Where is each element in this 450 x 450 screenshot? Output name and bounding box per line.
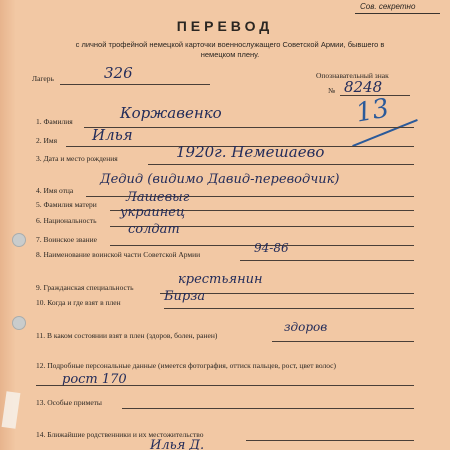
field-value: Дедид (видимо Давид-переводчик)	[100, 172, 340, 187]
blue-pencil-mark: 13	[353, 93, 392, 129]
field-label: 5. Фамилия матери	[36, 200, 97, 209]
field-label: 9. Гражданская специальность	[36, 283, 134, 292]
camp-label: Лагерь	[32, 74, 54, 83]
field-value: Лашевыг	[126, 190, 190, 205]
secret-underline	[355, 13, 440, 14]
field-line	[122, 408, 414, 409]
field-line	[164, 308, 414, 309]
paper-edge	[0, 0, 16, 450]
field-value: солдат	[128, 222, 180, 237]
field-line	[240, 260, 414, 261]
field-label: 10. Когда и где взят в плен	[36, 298, 121, 307]
field-label: 3. Дата и место рождения	[36, 154, 118, 163]
document-subtitle: с личной трофейной немецкой карточки военнослужащего Советской Армии, бывшего в немецком плену.	[75, 40, 385, 59]
camp-value: 326	[104, 64, 133, 82]
field-label: 12. Подробные персональные данные (имеется фотография, оттиск пальцев, рост, цвет волос)	[36, 361, 336, 370]
field-label: 11. В каком состоянии взят в плен (здоров, болен, ранен)	[36, 331, 218, 340]
field-label: 2. Имя	[36, 136, 58, 145]
field-label: 1. Фамилия	[36, 117, 73, 126]
field-label: 4. Имя отца	[36, 186, 74, 195]
field-value: крестьянин	[178, 272, 263, 287]
field-value: Илья	[92, 126, 133, 144]
field-value: Илья Д.	[150, 438, 205, 450]
field-label: 7. Воинское звание	[36, 235, 98, 244]
field-value: Бирза	[164, 289, 206, 304]
field-value: рост 170	[62, 372, 127, 387]
field-value: 94-86	[254, 241, 289, 255]
field-value: украинец	[120, 205, 186, 220]
punch-hole	[12, 316, 26, 330]
field-line	[272, 341, 414, 342]
field-value: Коржавенко	[120, 104, 222, 122]
field-label: 8. Наименование воинской части Советской Армии	[36, 250, 201, 259]
document-title: ПЕРЕВОД	[176, 18, 274, 34]
field-label: 14. Ближайшие родственники и их местожительство	[36, 430, 204, 439]
secret-stamp: Сов. секретно	[360, 2, 416, 11]
field-label: 13. Особые приметы	[36, 398, 102, 407]
camp-line	[60, 84, 210, 85]
ident-no: №	[328, 86, 336, 95]
ident-label: Опознавательный знак	[316, 71, 389, 80]
field-label: 6. Национальность	[36, 216, 97, 225]
field-value: 1920г. Немешаево	[176, 143, 325, 161]
field-line	[246, 440, 414, 441]
punch-hole	[12, 233, 26, 247]
field-value: здоров	[284, 320, 328, 334]
field-line	[84, 127, 414, 128]
field-line	[148, 164, 414, 165]
ident-value: 8248	[344, 78, 383, 96]
